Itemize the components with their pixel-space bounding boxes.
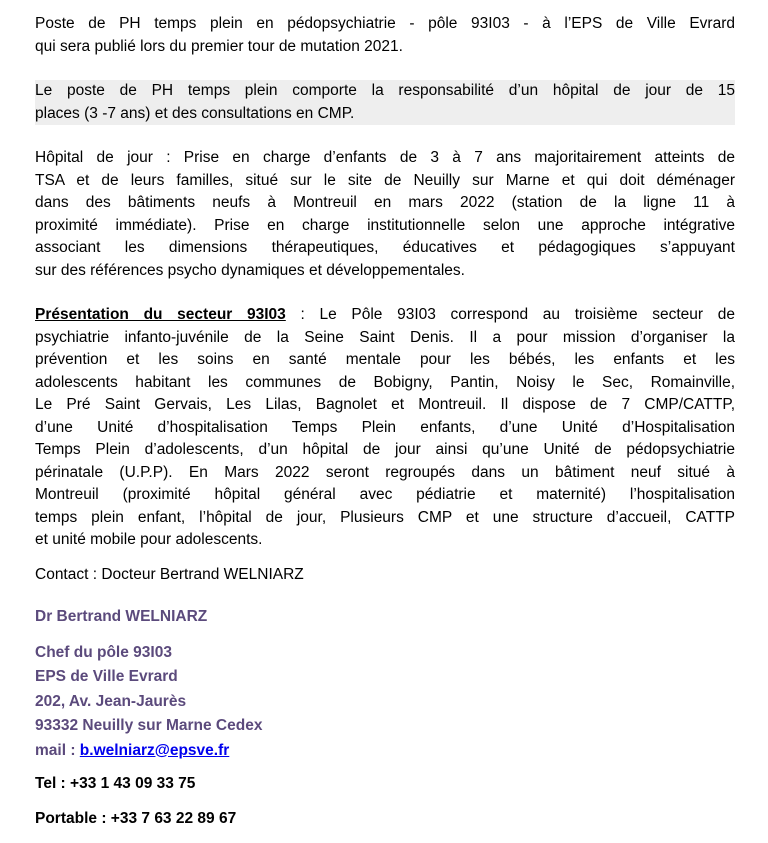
signature-street: 202, Av. Jean-Jaurès bbox=[35, 692, 187, 710]
signature-mail-line bbox=[35, 739, 735, 764]
text-line: temps plein enfant, l’hôpital de jour, Plusieurs CMP et une structure d’accueil, CATTP bbox=[35, 508, 735, 526]
text-line: qui sera publié lors du premier tour de mutation 2021. bbox=[35, 37, 403, 55]
mail-label: mail : bbox=[35, 741, 80, 759]
section-heading: Présentation du secteur 93I03 bbox=[35, 306, 286, 323]
text-run: : Le Pôle 93I03 correspond au troisième secteur de bbox=[285, 306, 735, 323]
phone-line: Tel : +33 1 43 09 33 75 bbox=[35, 775, 196, 792]
text-line: Le poste de PH temps plein comporte la responsabilité d’un hôpital de jour de 15 bbox=[35, 82, 735, 99]
text-line: places (3 -7 ans) et des consultations en CMP. bbox=[35, 104, 355, 122]
email-link[interactable]: b.welniarz@epsve.fr bbox=[79, 741, 230, 759]
text-line: associant les dimensions thérapeutiques, éducatives et pédagogiques s’appuyant bbox=[35, 239, 735, 256]
text-line: Le Pré Saint Gervais, Les Lilas, Bagnolet et Montreuil. Il dispose de 7 CMP/CATTP, bbox=[35, 396, 735, 413]
text-line: périnatale (U.P.P). En Mars 2022 seront regroupés dans un bâtiment neuf situé à bbox=[35, 463, 735, 481]
signature-city: 93332 Neuilly sur Marne Cedex bbox=[35, 717, 263, 734]
text-line: TSA et de leurs familles, situé sur le site de Neuilly sur Marne et qui doit déménager bbox=[35, 171, 735, 189]
text-line: prévention et les soins en santé mentale pour les bébés, les enfants et les bbox=[35, 351, 735, 368]
paragraph-intro bbox=[35, 13, 735, 58]
text-line: sur des références psycho dynamiques et développementales. bbox=[35, 261, 465, 279]
text-line: d’une Unité d’hospitalisation Temps Plein enfants, d’une Unité d’Hospitalisation bbox=[35, 418, 735, 436]
text-line: Poste de PH temps plein en pédopsychiatrie - pôle 93I03 - à l’EPS de Ville Evrard bbox=[35, 15, 735, 32]
signature-name: Dr Bertrand WELNIARZ bbox=[35, 608, 208, 625]
contact-line: Contact : Docteur Bertrand WELNIARZ bbox=[35, 565, 304, 583]
text-line: Hôpital de jour : Prise en charge d’enfants de 3 à 7 ans majoritairement atteints de bbox=[35, 149, 735, 166]
text-line: proximité immédiate). Prise en charge institutionnelle selon une approche intégrative bbox=[35, 216, 735, 234]
text-line: psychiatrie infanto-juvénile de la Seine Saint Denis. Il a pour mission d’organiser la bbox=[35, 328, 735, 346]
text-line bbox=[35, 304, 735, 327]
text-line: Montreuil (proximité hôpital général avec pédiatrie et maternité) l’hospitalisation bbox=[35, 486, 735, 503]
text-line: dans des bâtiments neufs à Montreuil en mars 2022 (station de la ligne 11 à bbox=[35, 194, 735, 211]
text-line: Temps Plein d’adolescents, d’un hôpital de jour ainsi qu’une Unité de pédopsychiatrie bbox=[35, 441, 735, 458]
text-line: et unité mobile pour adolescents. bbox=[35, 531, 263, 548]
text-line: adolescents habitant les communes de Bobigny, Pantin, Noisy le Sec, Romainville, bbox=[35, 373, 735, 391]
paragraph-hopital-de-jour bbox=[35, 147, 735, 282]
paragraph-responsibility bbox=[35, 80, 735, 125]
signature-address-block bbox=[35, 641, 735, 764]
signature-org: EPS de Ville Evrard bbox=[35, 668, 178, 685]
paragraph-presentation-secteur bbox=[35, 304, 735, 552]
mobile-line: Portable : +33 7 63 22 89 67 bbox=[35, 810, 237, 827]
signature-role: Chef du pôle 93I03 bbox=[35, 643, 172, 661]
